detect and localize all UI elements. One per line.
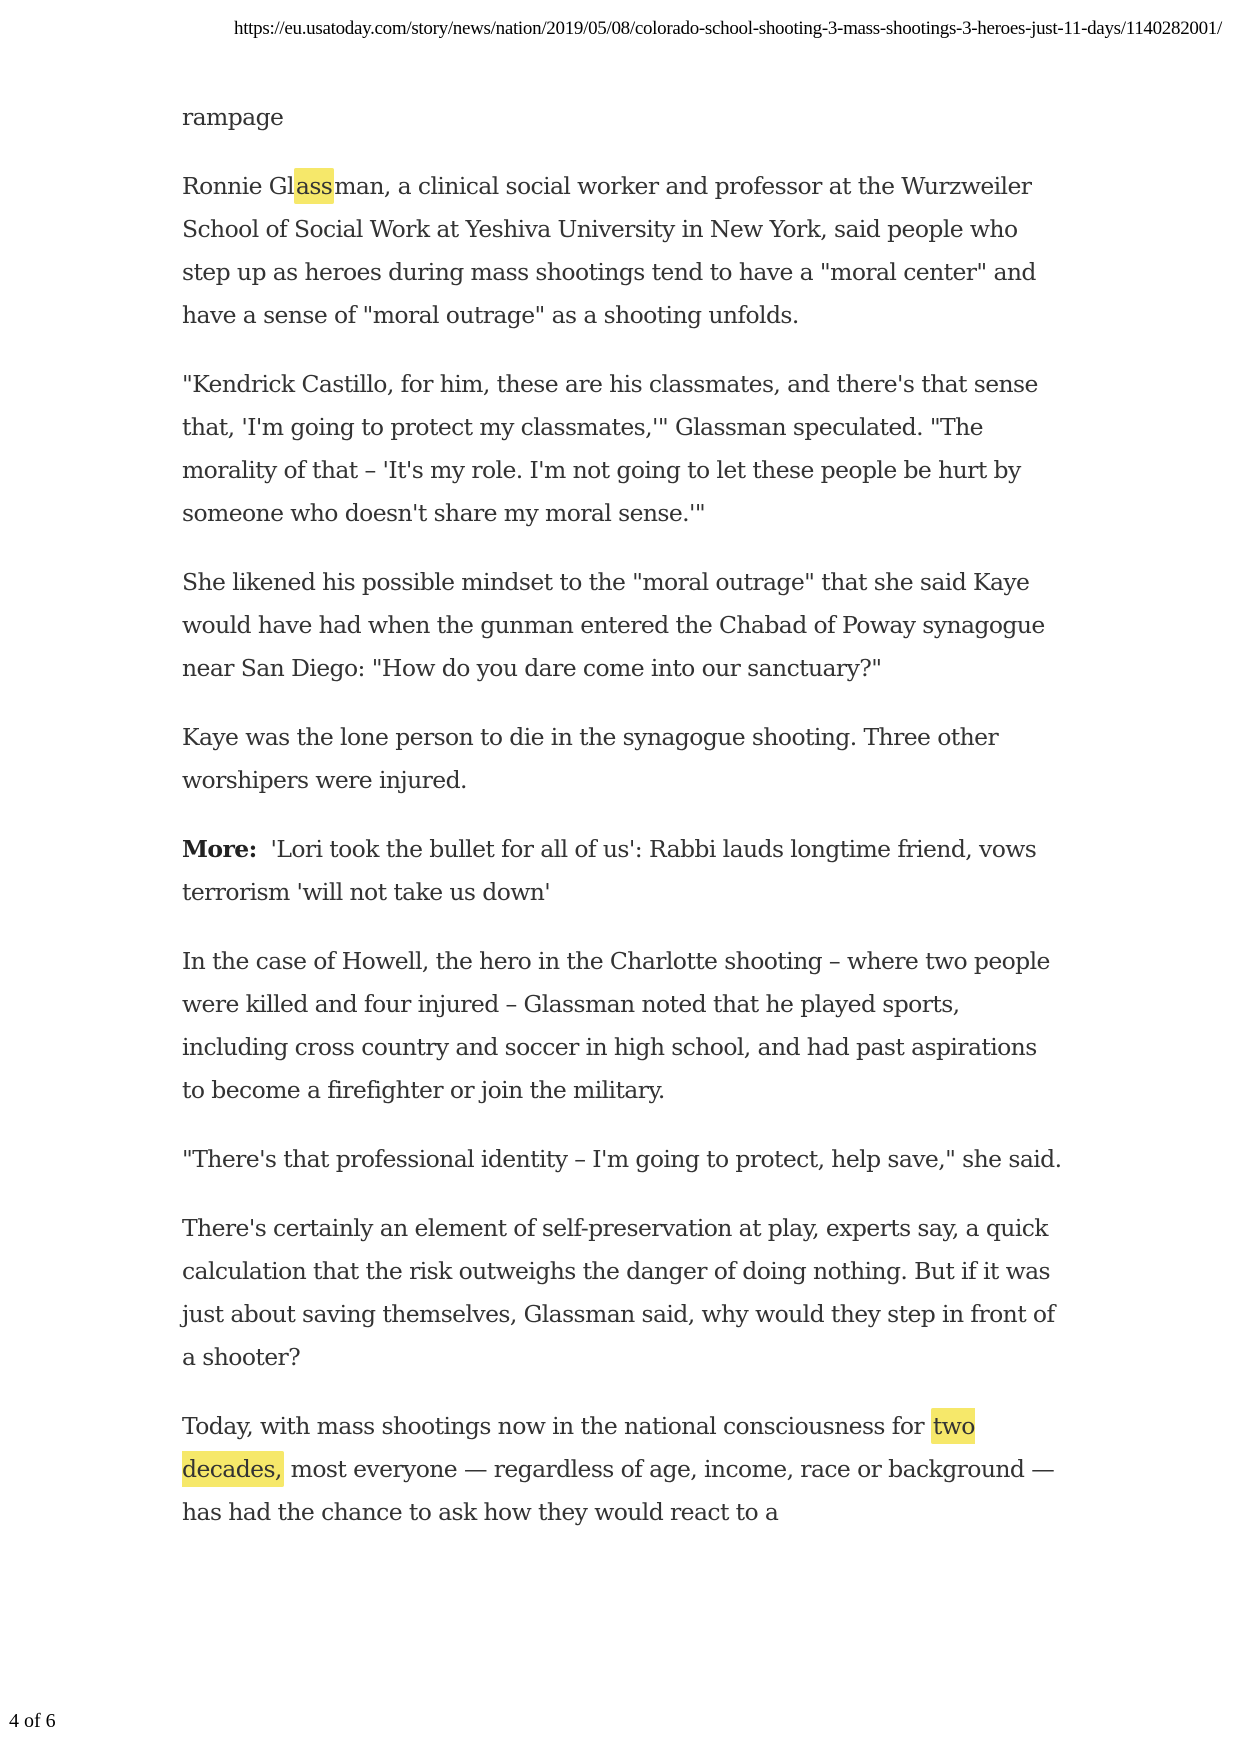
- text-span: man, a clinical social worker and professor at the Wurzweiler School of Social Work at Yeshiva University in New York, said people who step up as heroes during mass shootings tend to have a "moral center" and have a sense of "moral outrage" as a shooting unfolds.: [182, 172, 1036, 329]
- text-span: most everyone — regardless of age, income, race or background — has had the chance to ask how they would react to a: [182, 1455, 1055, 1526]
- text-span: Ronnie Gl: [182, 172, 294, 200]
- paragraph: "There's that professional identity – I'm going to protect, help save," she said.: [182, 1145, 1062, 1173]
- highlighted-text: two decades,: [182, 1408, 975, 1487]
- related-link-paragraph: [182, 828, 1062, 914]
- paragraph: Kaye was the lone person to die in the synagogue shooting. Three other worshipers were injured.: [182, 723, 999, 794]
- more-label: More:: [182, 835, 257, 863]
- paragraph: "Kendrick Castillo, for him, these are his classmates, and there's that sense that, 'I'm going to protect my classmates,'" Glassman speculated. "The morality of that – 'It's my role. I'm not going to let these people be hurt by someone who doesn't share my moral sense.'": [182, 370, 1038, 527]
- page-number: 4 of 6: [9, 1710, 56, 1732]
- paragraph: There's certainly an element of self-preservation at play, experts say, a quick calculation that the risk outweighs the danger of doing nothing. But if it was just about saving themselves, Glassman said, why would they step in front of a shooter?: [182, 1214, 1055, 1371]
- highlighted-text: ass: [294, 168, 334, 204]
- related-article-link[interactable]: 'Lori took the bullet for all of us': Rabbi lauds longtime friend, vows terrorism 'will not take us down': [182, 835, 1037, 906]
- paragraph: [182, 165, 1062, 337]
- text-span: Today, with mass shootings now in the national consciousness for: [182, 1412, 931, 1440]
- article-body: [182, 96, 1062, 1560]
- paragraph: She likened his possible mindset to the "moral outrage" that she said Kaye would have had when the gunman entered the Chabad of Poway synagogue near San Diego: "How do you dare come into our sanctuary?": [182, 568, 1045, 682]
- page-url-header: https://eu.usatoday.com/story/news/nation/2019/05/08/colorado-school-shooting-3-mass-shootings-3-heroes-just-11-days/1140282001/: [234, 18, 1222, 39]
- paragraph: [182, 1405, 1062, 1534]
- paragraph: In the case of Howell, the hero in the Charlotte shooting – where two people were killed and four injured – Glassman noted that he played sports, including cross country and soccer in high school, and had past aspirations to become a firefighter or join the military.: [182, 947, 1050, 1104]
- paragraph: rampage: [182, 103, 284, 131]
